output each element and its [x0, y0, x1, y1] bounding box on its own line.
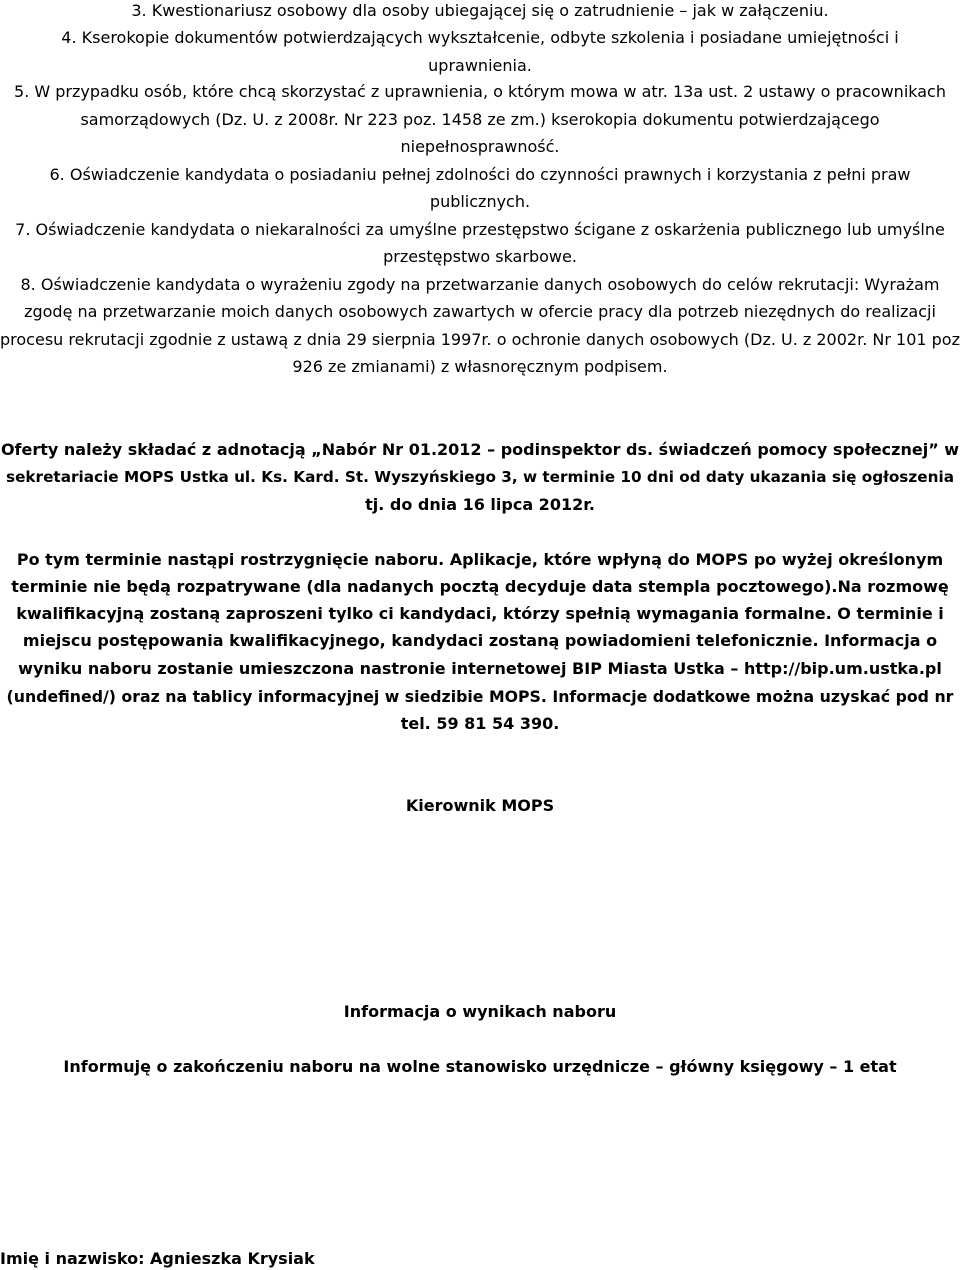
list-item-5-line-1: 5. W przypadku osób, które chcą skorzystać z uprawnienia, o którym mowa w atr. 13a ust. 2 ustawy o pracownikach	[14, 82, 946, 101]
list-item-8-line-2: zgodę na przetwarzanie moich danych osobowych zawartych w ofercie pracy dla potrzeb niezędnych do realizacji	[24, 302, 936, 321]
list-item-7-line-1: 7. Oświadczenie kandydata o niekaralności za umyślne przestępstwo ścigane z oskarżenia publicznego lub umyślne	[15, 220, 945, 239]
offer-line-1: Oferty należy składać z adnotacją „Nabór Nr 01.2012 – podinspektor ds. świadczeń pomocy społecznej” w	[0, 440, 960, 459]
list-item-6-line-1: 6. Oświadczenie kandydata o posiadaniu pełnej zdolności do czynności prawnych i korzystania z pełni praw	[49, 165, 911, 184]
list-item-7-line-2: przestępstwo skarbowe.	[383, 247, 577, 266]
signature: Kierownik MOPS	[405, 796, 555, 815]
list-item-3: 3. Kwestionariusz osobowy dla osoby ubiegającej się o zatrudnienie – jak w załączeniu.	[131, 1, 829, 20]
results-subheading: Informuję o zakończeniu naboru na wolne stanowisko urzędnicze – główny księgowy – 1 etat	[63, 1057, 897, 1076]
list-item-5-line-3: niepełnosprawność.	[400, 137, 560, 156]
info-line-3: kwalifikacyjną zostaną zaproszeni tylko ci kandydaci, którzy spełnią wymagania formalne. O terminie i	[16, 604, 944, 623]
info-line-2: terminie nie będą rozpatrywane (dla nadanych pocztą decyduje data stempla pocztowego).Na rozmowę	[11, 577, 949, 596]
info-line-4: miejscu postępowania kwalifikacyjnego, kandydaci zostaną powiadomieni telefonicznie. Informacja o	[22, 631, 938, 650]
info-line-5: wyniku naboru zostanie umieszczona nastronie internetowej BIP Miasta Ustka – http://bip.um.ustka.pl	[18, 659, 942, 678]
candidate-name: Imię i nazwisko: Agnieszka Krysiak	[0, 1249, 315, 1268]
list-item-5-line-2: samorządowych (Dz. U. z 2008r. Nr 223 poz. 1458 ze zm.) kserokopia dokumentu potwierdzającego	[80, 110, 880, 129]
list-item-4-line-1: 4. Kserokopie dokumentów potwierdzających wykształcenie, odbyte szkolenia i posiadane umiejętności i	[61, 28, 899, 47]
info-line-7: tel. 59 81 54 390.	[400, 714, 560, 733]
offer-line-3: tj. do dnia 16 lipca 2012r.	[365, 495, 595, 514]
info-line-1: Po tym terminie nastąpi rostrzygnięcie naboru. Aplikacje, które wpłyną do MOPS po wyżej określonym	[16, 550, 944, 569]
list-item-8-line-3: procesu rekrutacji zgodnie z ustawą z dnia 29 sierpnia 1997r. o ochronie danych osobowych (Dz. U. z 2002r. Nr 101 poz	[0, 330, 960, 349]
offer-line-2: sekretariacie MOPS Ustka ul. Ks. Kard. St. Wyszyńskiego 3, w terminie 10 dni od daty ukazania się ogłoszenia	[6, 468, 954, 486]
list-item-8-line-1: 8. Oświadczenie kandydata o wyrażeniu zgody na przetwarzanie danych osobowych do celów rekrutacji: Wyrażam	[20, 275, 940, 294]
results-heading: Informacja o wynikach naboru	[343, 1002, 617, 1021]
info-line-6: (undefined/) oraz na tablicy informacyjnej w siedzibie MOPS. Informacje dodatkowe można uzyskać pod nr	[6, 687, 954, 706]
list-item-8-line-4: 926 ze zmianami) z własnoręcznym podpisem.	[292, 357, 668, 376]
list-item-4-line-2: uprawnienia.	[428, 56, 532, 75]
list-item-6-line-2: publicznych.	[429, 192, 531, 211]
